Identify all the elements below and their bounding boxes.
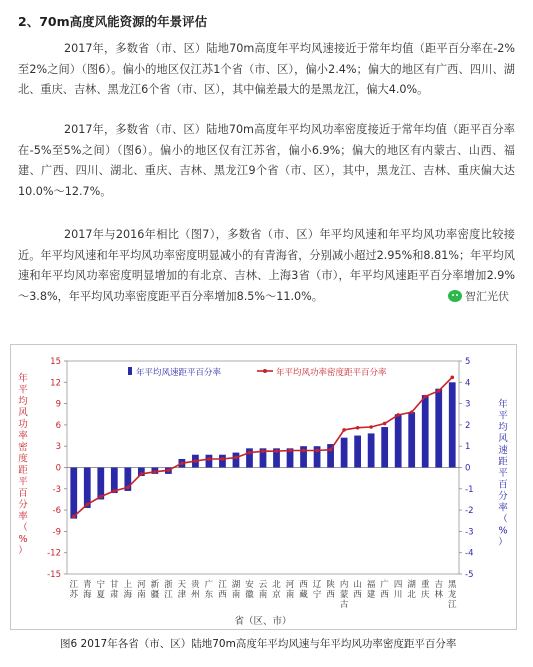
wind-anomaly-chart bbox=[11, 345, 516, 629]
power-density-point bbox=[356, 426, 360, 430]
power-density-point bbox=[315, 449, 319, 453]
power-density-point bbox=[383, 422, 387, 426]
wind-speed-bar bbox=[449, 382, 456, 467]
wechat-watermark bbox=[448, 288, 509, 304]
power-density-point bbox=[207, 457, 211, 461]
left-tick-label: -3 bbox=[52, 484, 61, 495]
x-tick-label: 新疆 bbox=[150, 580, 160, 600]
right-tick-label: 1 bbox=[465, 442, 471, 453]
left-tick-label: 0 bbox=[55, 463, 61, 474]
left-tick-label: 3 bbox=[55, 442, 61, 453]
paragraph-wind-speed: 2017年，多数省（市、区）陆地70m高度年平均风速接近于常年均值（距平百分率在-2%至2%之间）（图6）。偏小的地区仅江苏1个省（市、区），偏小2.4%；偏大的地区有广西、四川、湖北、重庆、吉林、黑龙江6个省（市、区），其中偏差最大的是黑龙江，偏大4.0%。 bbox=[18, 42, 515, 96]
x-tick-label: 江西 bbox=[218, 580, 227, 600]
right-axis-title: 年平均风速距平百分率（%） bbox=[498, 399, 508, 548]
x-tick-label: 河南 bbox=[137, 580, 146, 600]
left-tick-label: 15 bbox=[50, 357, 61, 367]
left-tick-label: 9 bbox=[55, 399, 61, 410]
x-tick-label: 甘肃 bbox=[110, 580, 119, 600]
power-density-point bbox=[288, 449, 292, 453]
x-tick-label: 云南 bbox=[258, 580, 268, 600]
x-tick-label: 上海 bbox=[123, 580, 133, 600]
power-density-point bbox=[450, 376, 454, 380]
wind-speed-bar bbox=[219, 455, 226, 468]
legend-bar-swatch bbox=[128, 367, 132, 375]
x-tick-label: 湖南 bbox=[231, 580, 241, 600]
x-axis-title: 省（区、市） bbox=[234, 616, 292, 627]
x-tick-label: 广东 bbox=[204, 580, 214, 600]
x-tick-label: 黑龙江 bbox=[447, 580, 457, 610]
right-tick-label: 5 bbox=[465, 357, 471, 367]
power-density-point bbox=[180, 461, 184, 465]
left-tick-label: -9 bbox=[52, 527, 61, 538]
power-density-point bbox=[126, 486, 130, 490]
wind-speed-bar bbox=[395, 414, 402, 467]
wind-speed-bar bbox=[435, 389, 442, 468]
x-tick-label: 安徽 bbox=[245, 580, 254, 600]
x-tick-label: 四川 bbox=[393, 580, 403, 600]
legend-line-label: 年平均风功率密度距平百分率 bbox=[276, 368, 387, 378]
wind-speed-bar bbox=[97, 468, 104, 500]
wind-speed-bar bbox=[354, 436, 361, 468]
x-tick-label: 陕西 bbox=[326, 580, 335, 600]
power-density-point bbox=[221, 457, 225, 461]
wind-speed-bar bbox=[84, 468, 91, 508]
power-density-point bbox=[99, 495, 103, 499]
x-tick-label: 湖北 bbox=[407, 580, 416, 600]
x-tick-label: 河南 bbox=[285, 580, 295, 600]
wechat-icon bbox=[448, 290, 462, 302]
watermark-text: 智汇光伏 bbox=[465, 290, 509, 303]
left-tick-label: -15 bbox=[47, 570, 61, 580]
right-tick-label: -5 bbox=[465, 570, 474, 580]
x-tick-label: 广西 bbox=[380, 580, 389, 600]
left-tick-label: 6 bbox=[55, 420, 61, 431]
power-density-point bbox=[85, 503, 89, 507]
legend-line-marker bbox=[263, 369, 267, 373]
paragraph-year-comparison: 2017年与2016年相比（图7），多数省（市、区）年平均风速和年平均风功率密度比较接近。年平均风速和年平均风功率密度明显减小的有青海省，分别减小超过2.95%和8.81%；年平均风速和年平均风功率密度明显增加的有北京、吉林、上海3省（市），年平均风速距平百分率增加2.9%～3.8%，年平均风功率密度距平百分率增加8.5%～11.0%。 bbox=[18, 228, 515, 303]
left-tick-label: 12 bbox=[50, 378, 61, 389]
power-density-point bbox=[329, 448, 333, 452]
right-tick-label: -4 bbox=[465, 548, 474, 559]
power-density-point bbox=[369, 425, 373, 429]
section-heading: 2、70m高度风能资源的年景评估 bbox=[18, 14, 208, 29]
paragraph-power-density: 2017年，多数省（市、区）陆地70m高度年平均风功率密度接近于常年均值（距平百分率在-5%至5%之间）（图6）。偏小的地区仅有江苏省，偏小6.9%；偏大的地区有内蒙古、山西、福建、广西、四川、湖北、重庆、吉林、黑龙江9个省（市、区），其中，黑龙江、吉林、重庆偏大达10.0%～12.7%。 bbox=[18, 123, 515, 198]
power-density-point bbox=[153, 470, 157, 474]
wind-speed-bar bbox=[408, 412, 415, 467]
power-density-point bbox=[194, 459, 198, 463]
x-tick-label: 内蒙古 bbox=[339, 580, 349, 610]
power-density-point bbox=[248, 451, 252, 455]
power-density-point bbox=[113, 489, 117, 493]
legend-bar-label: 年平均风速距平百分率 bbox=[136, 368, 222, 378]
left-tick-label: -6 bbox=[52, 506, 61, 517]
x-tick-label: 山西 bbox=[353, 580, 362, 600]
power-density-point bbox=[72, 515, 76, 519]
x-tick-label: 吉林 bbox=[434, 580, 443, 600]
power-density-point bbox=[234, 456, 238, 460]
power-density-point bbox=[396, 413, 400, 417]
x-tick-label: 北京 bbox=[272, 580, 281, 600]
wind-speed-bar bbox=[368, 433, 375, 467]
x-tick-label: 西藏 bbox=[299, 580, 308, 600]
wind-speed-bar bbox=[70, 468, 77, 519]
x-tick-label: 重庆 bbox=[420, 580, 430, 600]
right-tick-label: 2 bbox=[465, 420, 471, 431]
power-density-point bbox=[275, 449, 279, 453]
power-density-point bbox=[410, 410, 414, 414]
left-tick-label: -12 bbox=[47, 548, 61, 559]
x-tick-label: 浙江 bbox=[164, 580, 173, 600]
right-tick-label: -2 bbox=[465, 506, 474, 517]
x-tick-label: 宁夏 bbox=[96, 580, 106, 600]
wind-speed-bar bbox=[381, 427, 388, 467]
power-density-point bbox=[261, 449, 265, 453]
power-density-point bbox=[140, 472, 144, 476]
chart-frame bbox=[10, 344, 517, 630]
right-tick-label: 0 bbox=[465, 463, 471, 474]
right-tick-label: 3 bbox=[465, 399, 471, 410]
power-density-point bbox=[342, 428, 346, 432]
right-tick-label: -1 bbox=[465, 484, 474, 495]
power-density-point bbox=[167, 469, 171, 473]
x-tick-label: 天津 bbox=[177, 580, 187, 600]
right-tick-label: 4 bbox=[465, 378, 471, 389]
power-density-point bbox=[302, 449, 306, 453]
x-tick-label: 贵州 bbox=[191, 580, 200, 600]
power-density-point bbox=[437, 389, 441, 393]
x-tick-label: 江苏 bbox=[69, 580, 79, 600]
wind-speed-bar bbox=[341, 438, 348, 468]
figure-caption: 图6 2017年各省（市、区）陆地70m高度年平均风速与年平均风功率密度距平百分率 bbox=[60, 638, 457, 650]
right-tick-label: -3 bbox=[465, 527, 474, 538]
left-axis-title: 年平均风功率密度距平百分率（%） bbox=[18, 373, 28, 557]
wind-speed-bar bbox=[233, 453, 240, 468]
wind-speed-bar bbox=[422, 395, 429, 467]
power-density-point bbox=[423, 395, 427, 399]
x-tick-label: 青海 bbox=[83, 580, 92, 600]
x-tick-label: 福建 bbox=[366, 580, 376, 600]
wind-speed-bar bbox=[206, 455, 213, 468]
x-tick-label: 辽宁 bbox=[312, 580, 322, 600]
